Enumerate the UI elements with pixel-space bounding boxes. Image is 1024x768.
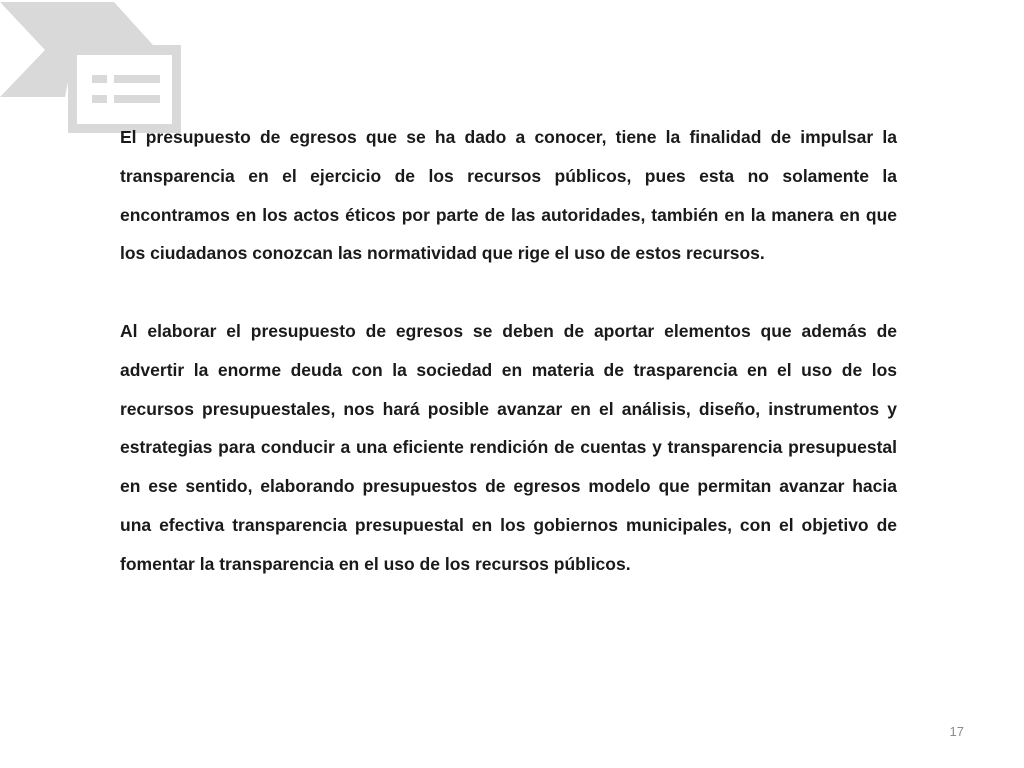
list-bullet	[92, 95, 107, 103]
list-line	[114, 75, 160, 83]
body-text	[120, 118, 897, 584]
page-number: 17	[949, 724, 964, 739]
paragraph-2: Al elaborar el presupuesto de egresos se deben de aportar elementos que además de advertir la enorme deuda con la sociedad en materia de trasparencia en el uso de los recursos presupuestales, nos hará posible avanzar en el análisis, diseño, instrumentos y estrategias para conducir a una eficiente rendición de cuentas y transparencia presupuestal en ese sentido, elaborando presupuestos de egresos modelo que permitan avanzar hacia una efectiva transparencia presupuestal en los gobiernos municipales, con el objetivo de fomentar la transparencia en el uso de los recursos públicos.	[120, 320, 897, 574]
list-bullet	[92, 75, 107, 83]
list-line	[114, 95, 160, 103]
paragraph-1: El presupuesto de egresos que se ha dado a conocer, tiene la finalidad de impulsar la transparencia en el ejercicio de los recursos públicos, pues esta no solamente la encontramos en los actos éticos por parte de las autoridades, también en la manera en que los ciudadanos conozcan las normatividad que rige el uso de estos recursos.	[120, 127, 897, 264]
